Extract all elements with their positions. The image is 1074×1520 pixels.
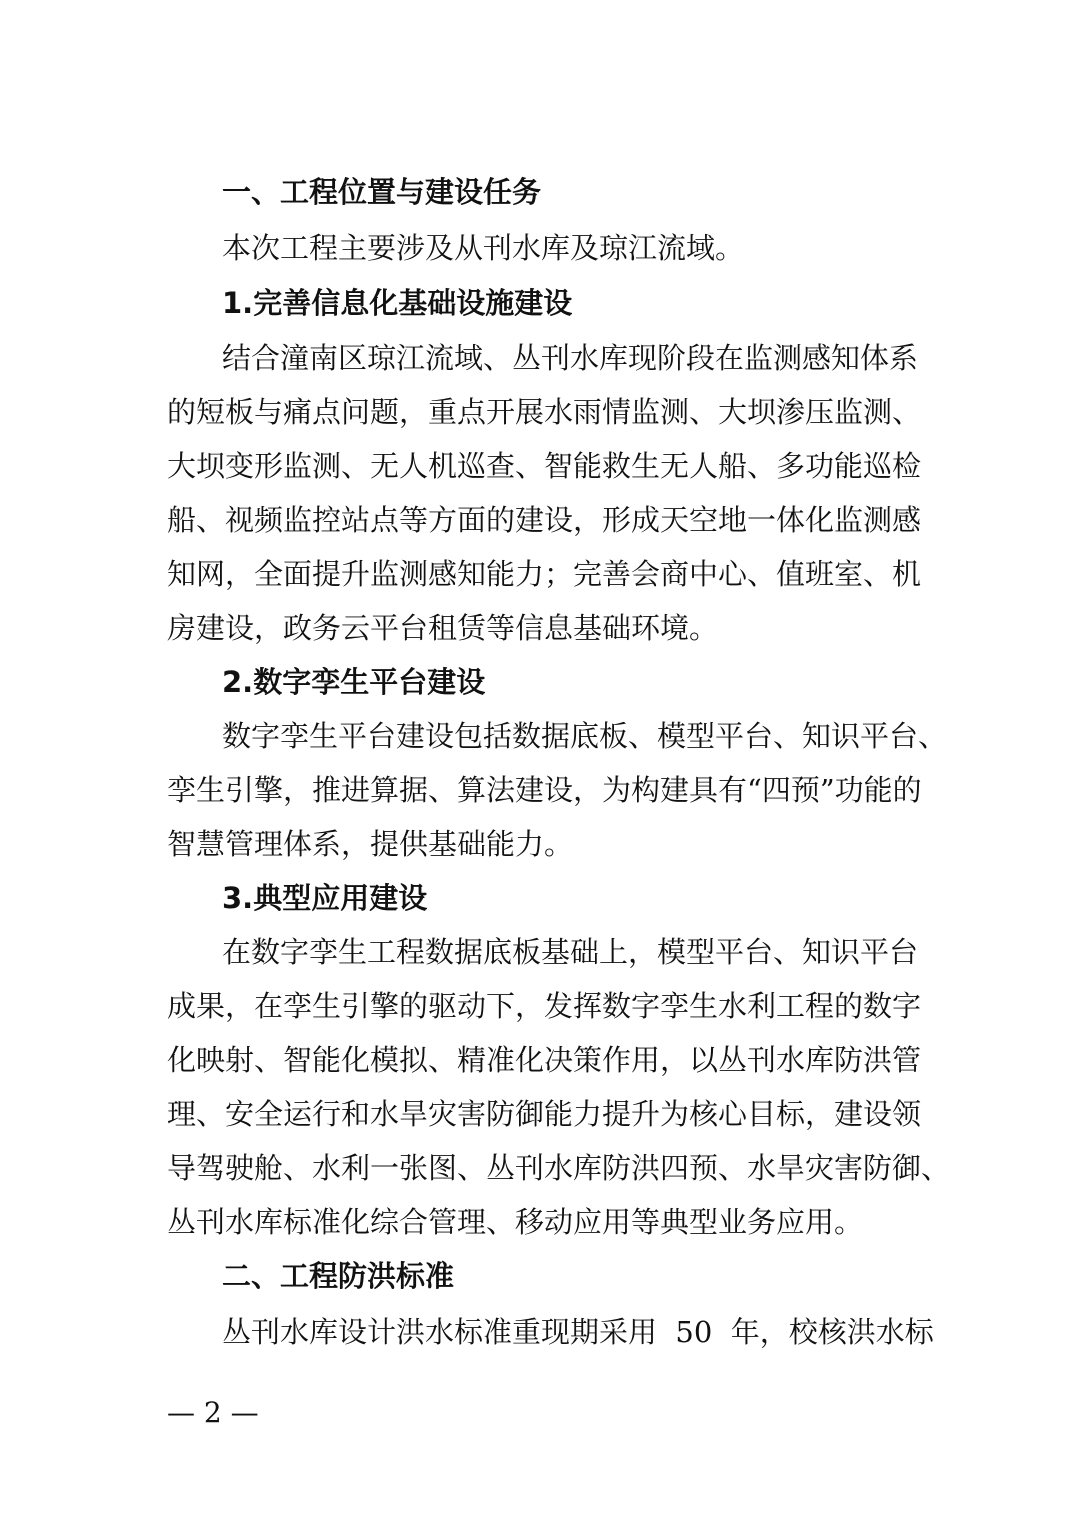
paragraph-line: 大坝变形监测、无人机巡查、智能救生无人船、多功能巡检 [167,449,922,483]
section-intro: 本次工程主要涉及从刊水库及琼江流域。 [222,231,745,265]
paragraph-line: 丛刊水库标准化综合管理、移动应用等典型业务应用。 [167,1205,864,1239]
paragraph-line: 孪生引擎，推进算据、算法建设，为构建具有“四预”功能的 [167,773,922,807]
paragraph-line: 船、视频监控站点等方面的建设，形成天空地一体化监测感 [167,503,922,537]
item-heading-2: 2.数字孪生平台建设 [222,665,486,699]
section-heading-1: 一、工程位置与建设任务 [222,175,542,209]
paragraph-line: 在数字孪生工程数据底板基础上，模型平台、知识平台 [222,935,919,969]
paragraph-line: 丛刊水库设计洪水标准重现期采用 50 年，校核洪水标 [222,1315,934,1349]
paragraph-line: 结合潼南区琼江流域、丛刊水库现阶段在监测感知体系 [222,341,919,375]
paragraph-line: 房建设，政务云平台租赁等信息基础环境。 [167,611,719,645]
paragraph-line: 数字孪生平台建设包括数据底板、模型平台、知识平台、 [222,719,948,753]
section-heading-2: 二、工程防洪标准 [222,1259,455,1293]
paragraph-line: 理、安全运行和水旱灾害防御能力提升为核心目标，建设领 [167,1097,922,1131]
paragraph-line: 智慧管理体系，提供基础能力。 [167,827,574,861]
page-number: — 2 — [167,1396,259,1429]
paragraph-line: 知网，全面提升监测感知能力；完善会商中心、值班室、机 [167,557,922,591]
paragraph-line: 导驾驶舱、水利一张图、丛刊水库防洪四预、水旱灾害防御、 [167,1151,951,1185]
paragraph-line: 化映射、智能化模拟、精准化决策作用，以丛刊水库防洪管 [167,1043,922,1077]
item-heading-1: 1.完善信息化基础设施建设 [222,286,573,320]
paragraph-line: 的短板与痛点问题，重点开展水雨情监测、大坝渗压监测、 [167,395,922,429]
paragraph-line: 成果，在孪生引擎的驱动下，发挥数字孪生水利工程的数字 [167,989,922,1023]
item-heading-3: 3.典型应用建设 [222,881,428,915]
